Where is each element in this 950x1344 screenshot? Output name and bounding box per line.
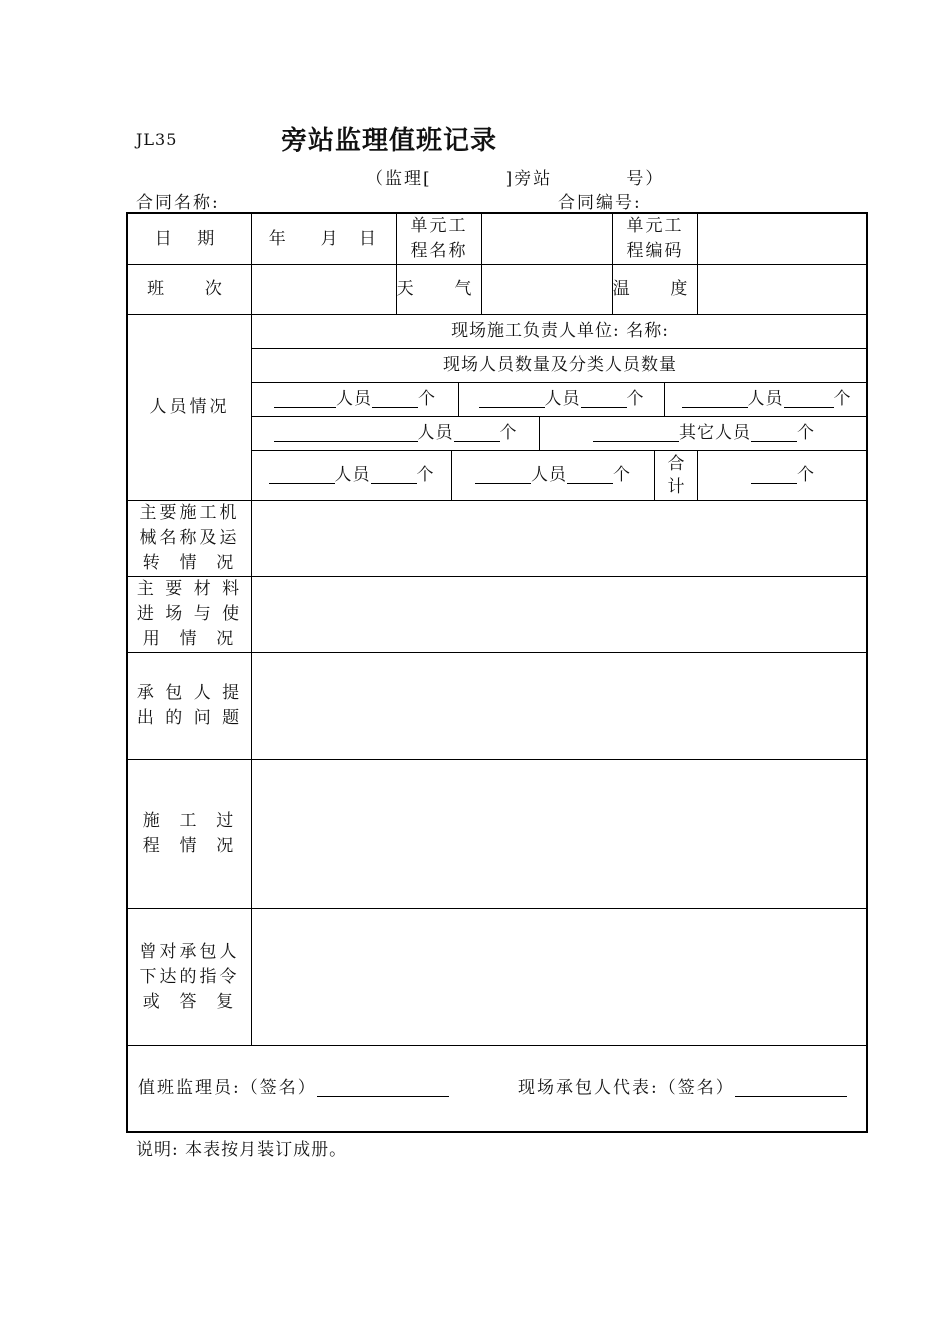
shift-label: 班 次 [147, 279, 232, 299]
machinery-label-line2: 械名称及运 [139, 528, 240, 548]
blank-field[interactable] [371, 467, 417, 484]
form-code: JL35 [136, 130, 178, 149]
unit-word: 个 [418, 389, 436, 409]
process-label-line2: 程 情 况 [142, 836, 237, 856]
unit-code-label-line2: 程编码 [626, 241, 684, 261]
blank-field[interactable] [682, 391, 748, 408]
unit-word: 个 [613, 465, 631, 485]
person-word: 人员 [544, 389, 581, 409]
blank-field[interactable] [274, 391, 336, 408]
unit-word: 个 [499, 423, 518, 443]
personnel-group-c2 [452, 451, 654, 500]
duty-record-form [126, 212, 868, 1133]
date-value[interactable]: 年 月 日 [268, 228, 384, 249]
orders-label-line3: 或 答 复 [142, 991, 237, 1012]
weather-value[interactable] [482, 265, 612, 314]
blank-field[interactable] [593, 425, 679, 442]
blank-field[interactable] [372, 391, 418, 408]
orders-label-line1: 曾对承包人 [139, 941, 240, 962]
footer-note: 说明: 本表按月装订成册。 [136, 1140, 348, 1160]
contractor-signature [518, 1046, 863, 1131]
total-label [655, 451, 697, 500]
supervisor-signature [138, 1046, 468, 1131]
personnel-count-line: 现场人员数量及分类人员数量 [443, 355, 677, 375]
person-word: 人员 [417, 423, 454, 443]
person-word: 人员 [531, 465, 567, 485]
unit-name-label-line1: 单元工 [410, 216, 468, 236]
blank-field[interactable] [479, 391, 545, 408]
contract-name-label: 合同名称: [136, 193, 220, 213]
personnel-group-c1 [252, 451, 451, 500]
machinery-label [128, 501, 251, 576]
orders-value[interactable] [252, 909, 868, 1045]
personnel-group-b2 [540, 417, 868, 450]
date-label: 日 期 [154, 228, 225, 249]
contractor-signature-line[interactable] [735, 1080, 847, 1097]
supervisor-signature-label: 值班监理员:（签名） [138, 1078, 317, 1098]
site-manager-line: 现场施工负责人单位: 名称: [451, 321, 669, 341]
blank-field[interactable] [784, 391, 834, 408]
contractor-issues-value[interactable] [252, 653, 868, 759]
blank-field[interactable] [567, 467, 613, 484]
construction-process-label [128, 760, 251, 908]
person-word: 人员 [336, 389, 372, 409]
temperature-label: 温 度 [612, 279, 698, 299]
shift-value[interactable] [252, 265, 396, 314]
unit-word: 个 [833, 389, 852, 409]
contract-no-label: 合同编号: [558, 193, 642, 213]
total-label-line2: 计 [667, 476, 685, 497]
blank-field[interactable] [751, 467, 797, 484]
process-label-line1: 施 工 过 [142, 811, 237, 831]
subtitle: （监理[ ]旁站 号） [366, 169, 665, 189]
machinery-label-line3: 转 情 况 [142, 553, 237, 573]
unit-name-label-line2: 程名称 [410, 241, 468, 261]
personnel-label: 人员情况 [149, 397, 230, 417]
contractor-issues-label [128, 653, 251, 759]
issues-label-line1: 承 包 人 提 [136, 683, 243, 703]
unit-word: 个 [797, 423, 815, 443]
personnel-group-a3 [665, 383, 868, 416]
materials-label-line2: 进 场 与 使 [136, 604, 243, 624]
person-word: 人员 [747, 389, 784, 409]
weather-label: 天 气 [396, 279, 482, 299]
unit-code-label-line1: 单元工 [626, 216, 684, 236]
materials-value[interactable] [252, 577, 868, 652]
unit-code-label [613, 214, 697, 264]
blank-field[interactable] [475, 467, 531, 484]
blank-field[interactable] [274, 425, 418, 442]
person-word: 人员 [334, 465, 371, 485]
materials-label-line1: 主 要 材 料 [136, 579, 243, 599]
personnel-group-a1 [252, 383, 458, 416]
blank-field[interactable] [454, 425, 500, 442]
blank-field[interactable] [751, 425, 797, 442]
materials-label-line3: 用 情 况 [142, 629, 237, 649]
materials-label [128, 577, 251, 652]
machinery-label-line1: 主要施工机 [139, 503, 240, 523]
total-value [698, 451, 868, 500]
blank-field[interactable] [269, 467, 335, 484]
issues-label-line2: 出 的 问 题 [136, 708, 243, 728]
unit-name-label [397, 214, 481, 264]
personnel-group-a2 [459, 383, 664, 416]
orders-label [128, 909, 251, 1045]
unit-name-value[interactable] [482, 214, 612, 264]
unit-word: 个 [797, 465, 815, 485]
supervisor-signature-line[interactable] [317, 1080, 449, 1097]
other-personnel-word: 其它人员 [679, 423, 751, 443]
orders-label-line2: 下达的指令 [139, 966, 240, 987]
unit-code-value[interactable] [698, 214, 868, 264]
unit-word: 个 [626, 389, 645, 409]
blank-field[interactable] [581, 391, 627, 408]
construction-process-value[interactable] [252, 760, 868, 908]
unit-word: 个 [416, 465, 435, 485]
temperature-value[interactable] [698, 265, 868, 314]
personnel-group-b1 [252, 417, 539, 450]
contractor-signature-label: 现场承包人代表:（签名） [518, 1078, 735, 1098]
page-title: 旁站监理值班记录 [281, 126, 498, 156]
machinery-value[interactable] [252, 501, 868, 576]
total-label-line1: 合 [667, 453, 685, 474]
